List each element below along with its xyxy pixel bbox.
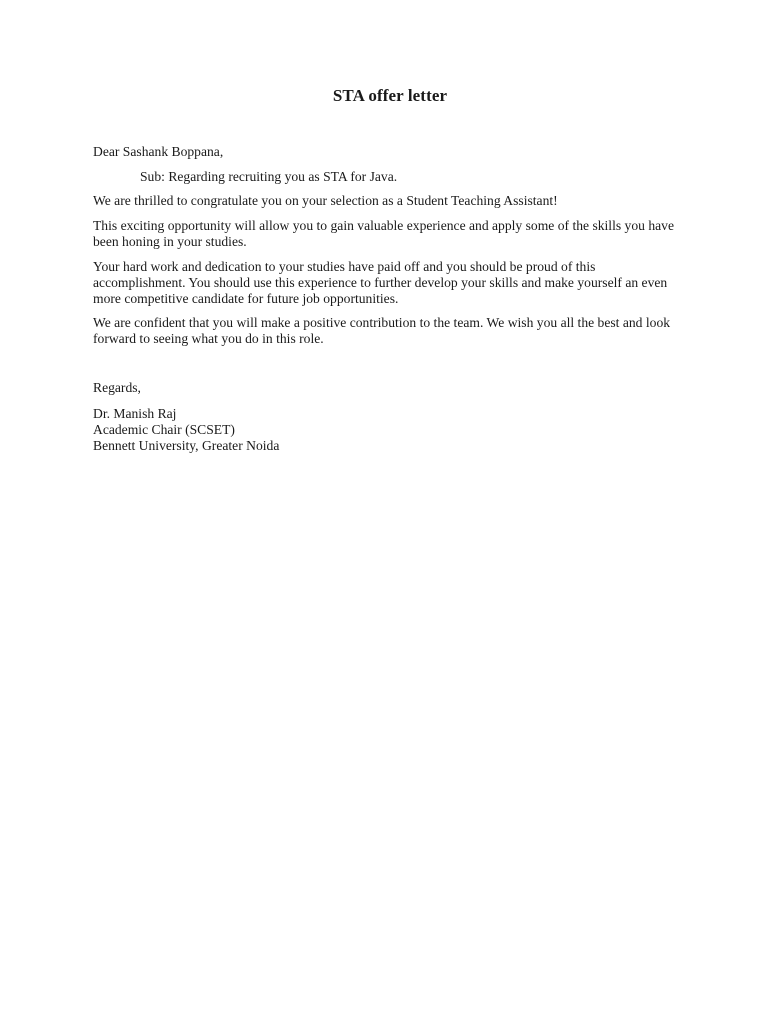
paragraph-confidence: We are confident that you will make a positive contribution to the team. We wish you all the best and look forward to seeing what you do in this role.: [93, 315, 671, 346]
letter-title: STA offer letter: [332, 86, 448, 105]
signatory-name: Dr. Manish Raj: [93, 406, 177, 421]
paragraph-congratulations: We are thrilled to congratulate you on your selection as a Student Teaching Assistant!: [93, 193, 558, 208]
subject-line: Sub: Regarding recruiting you as STA for Java.: [140, 169, 398, 184]
salutation: Dear Sashank Boppana,: [93, 144, 224, 159]
closing: Regards,: [93, 380, 141, 395]
signatory-position: Academic Chair (SCSET): [93, 422, 235, 437]
paragraph-accomplishment: Your hard work and dedication to your studies have paid off and you should be proud of this accomplishment. You should use this experience to further develop your skills and make yourself an even more competitive candidate for future job opportunities.: [93, 259, 668, 306]
paragraph-opportunity: This exciting opportunity will allow you to gain valuable experience and apply some of the skills you have been honing in your studies.: [93, 218, 675, 249]
signatory-institution: Bennett University, Greater Noida: [93, 438, 280, 453]
signature-block: [93, 406, 683, 454]
